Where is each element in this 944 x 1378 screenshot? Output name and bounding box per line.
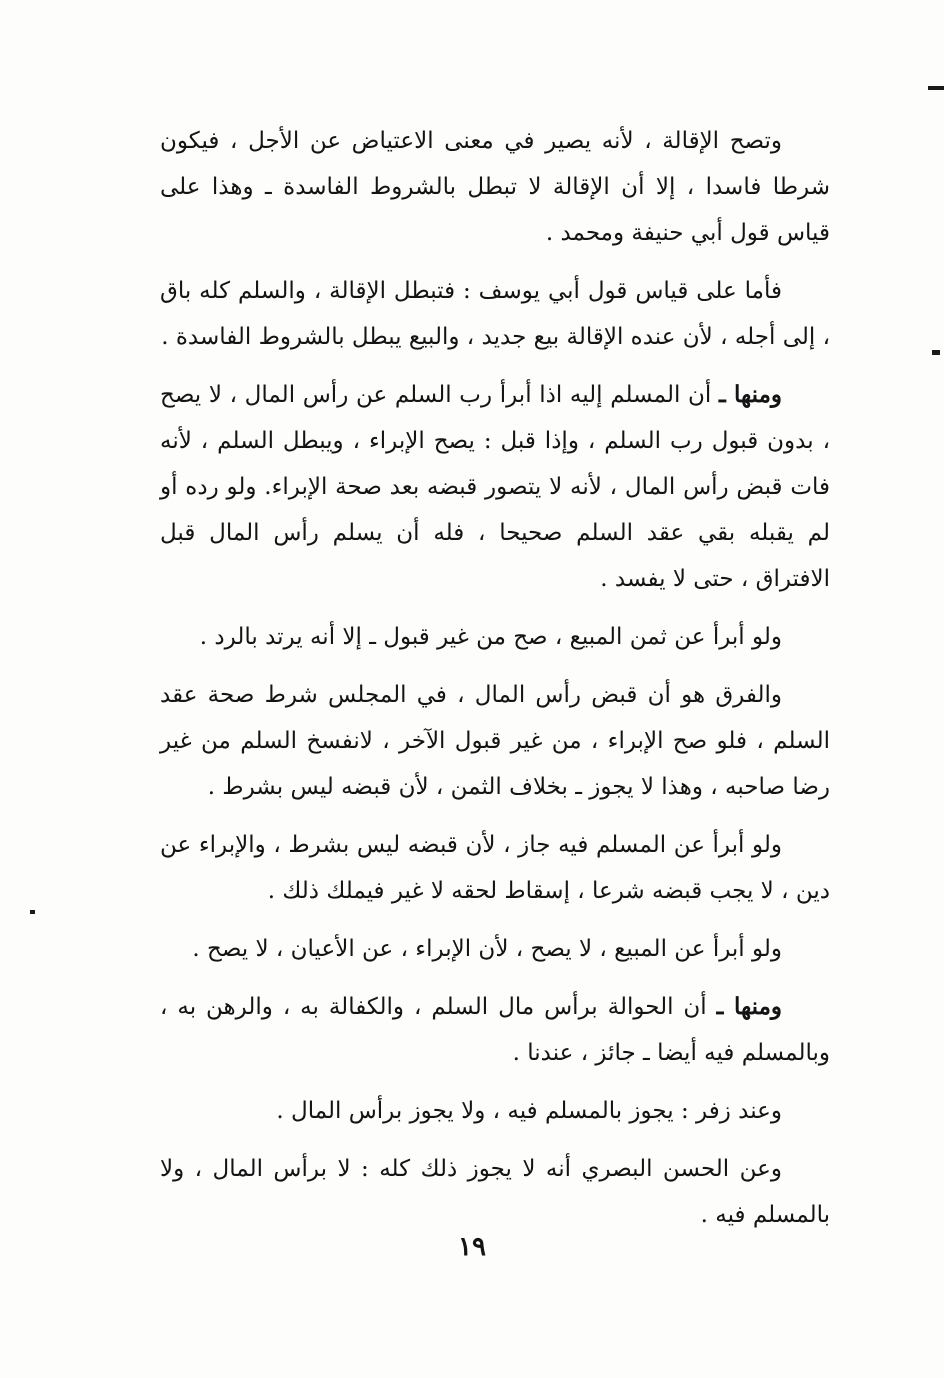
paragraph-1 [160,118,830,256]
paragraph-lead: ومنها ـ [716,993,782,1020]
body-text [160,118,830,1250]
paragraph-text: أن الحوالة برأس مال السلم ، والكفالة به ، والرهن به ، وبالمسلم فيه أيضا ـ جائز ، عندنا . [160,994,830,1066]
paragraph-3 [160,372,830,602]
paragraph-lead: ومنها ـ [718,381,782,408]
paragraph-text: ولو أبرأ عن المسلم فيه جاز ، لأن قبضه ليس بشرط ، والإبراء عن دين ، لا يجب قبضه شرعا ، إسقاط لحقه لا غير فيملك ذلك . [160,832,830,904]
paragraph-text: والفرق هو أن قبض رأس المال ، في المجلس شرط صحة عقد السلم ، فلو صح الإبراء ، من غير قبول الآخر ، لانفسخ السلم من غير رضا صاحبه ، وهذا لا يجوز ـ بخلاف الثمن ، لأن قبضه ليس بشرط . [160,682,830,800]
paragraph-5 [160,672,830,810]
paragraph-text: ولو أبرأ عن المبيع ، لا يصح ، لأن الإبراء ، عن الأعيان ، لا يصح . [192,936,782,962]
paragraph-text: فأما على قياس قول أبي يوسف : فتبطل الإقالة ، والسلم كله باق ، إلى أجله ، لأن عنده الإقالة بيع جديد ، والبيع يبطل بالشروط الفاسدة . [160,278,830,350]
paragraph-text: وعند زفر : يجوز بالمسلم فيه ، ولا يجوز برأس المال . [276,1098,782,1124]
paragraph-4 [160,614,830,660]
paragraph-9 [160,1088,830,1134]
paragraph-text: وعن الحسن البصري أنه لا يجوز ذلك كله : لا برأس المال ، ولا بالمسلم فيه . [160,1156,830,1228]
paragraph-text: وتصح الإقالة ، لأنه يصير في معنى الاعتياض عن الأجل ، فيكون شرطا فاسدا ، إلا أن الإقالة لا تبطل بالشروط الفاسدة ـ وهذا على قياس قول أبي حنيفة ومحمد . [160,128,830,246]
paragraph-8 [160,984,830,1076]
paragraph-10 [160,1146,830,1238]
page-number: ١٩ [458,1232,486,1262]
paragraph-2 [160,268,830,360]
paragraph-6 [160,822,830,914]
scan-mark [928,86,944,90]
scan-mark [30,910,35,914]
scan-mark [932,350,940,355]
paragraph-text: أن المسلم إليه اذا أبرأ رب السلم عن رأس المال ، لا يصح ، بدون قبول رب السلم ، وإذا قبل : يصح الإبراء ، ويبطل السلم ، لأنه فات قبض رأس المال ، لأنه لا يتصور قبضه بعد صحة الإبراء. ولو رده أو لم يقبله بقي عقد السلم صحيحا ، فله أن يسلم رأس المال قبل الافتراق ، حتى لا يفسد . [160,382,830,592]
paragraph-text: ولو أبرأ عن ثمن المبيع ، صح من غير قبول ـ إلا أنه يرتد بالرد . [199,624,782,650]
paragraph-7 [160,926,830,972]
